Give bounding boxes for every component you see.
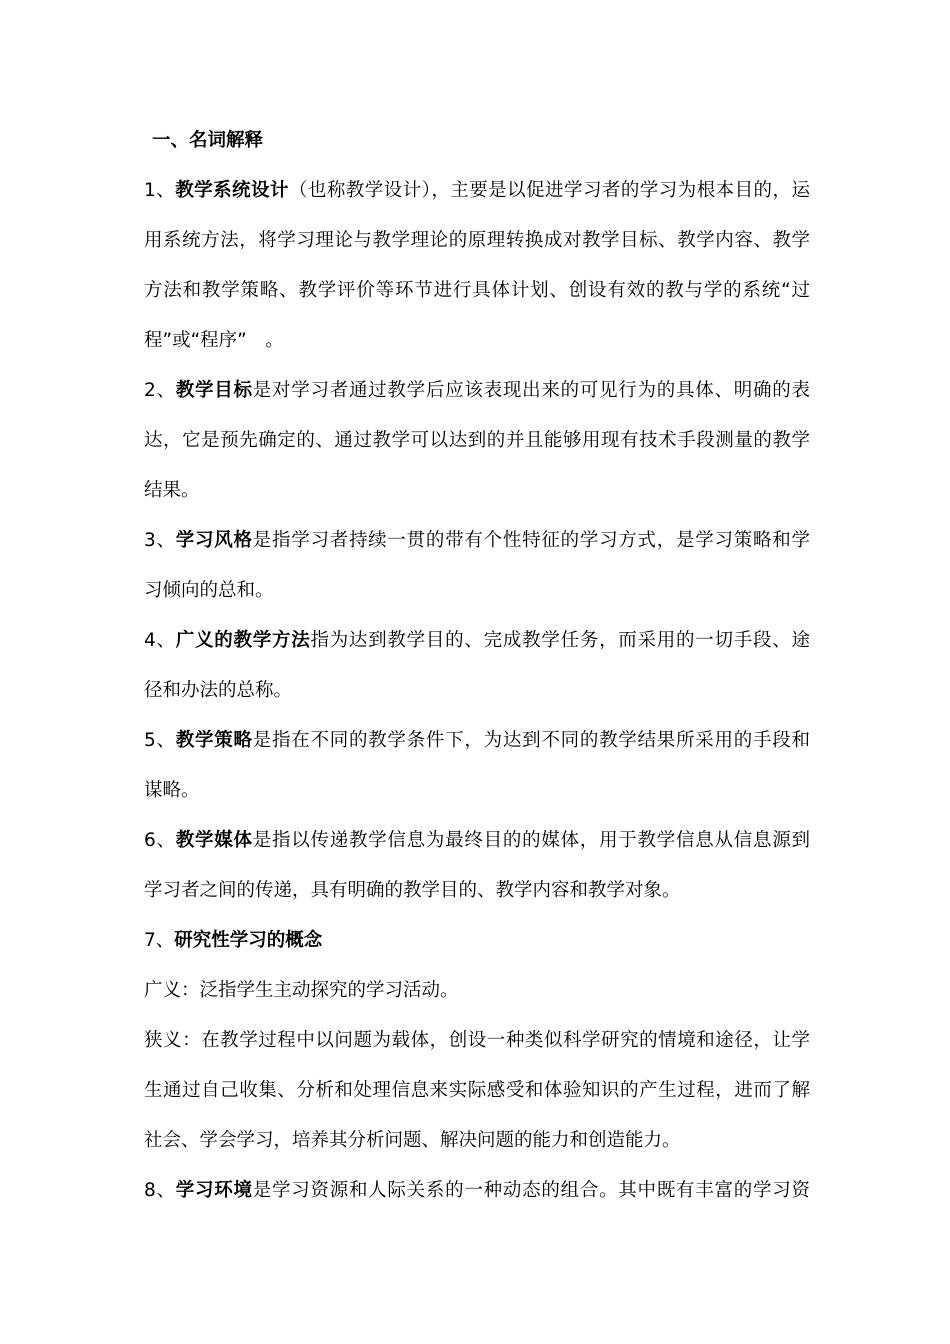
entry-term: 学习风格 [175, 530, 253, 551]
entry-term: 教学系统设计 [175, 180, 289, 201]
entry-4-line-2: 径和办法的总称。 [144, 680, 293, 701]
entry-number: 1、 [144, 180, 176, 201]
entry-term: 教学策略 [175, 730, 253, 751]
entry-term: 教学目标 [175, 380, 253, 401]
entry-6-line-2: 学习者之间的传递，具有明确的教学目的、教学内容和教学对象。 [144, 880, 681, 901]
entry-1-line-4: 程”或“程序” 。 [144, 330, 284, 351]
entry-text: 是学习资源和人际关系的一种动态的组合。其中既有丰富的学习资 [252, 1180, 810, 1201]
entry-number: 8、 [144, 1180, 176, 1201]
entry-text: 是指在不同的教学条件下，为达到不同的教学结果所采用的手段和 [252, 730, 810, 751]
entry-5-line-1 [144, 716, 810, 766]
entry-3-line-1 [144, 516, 810, 566]
entry-2-line-1 [144, 366, 810, 416]
entry-text: 是对学习者通过教学后应该表现出来的可见行为的具体、明确的表 [252, 380, 810, 401]
entry-number: 4、 [144, 630, 176, 651]
entry-7-line-4: 生通过自己收集、分析和处理信息来实际感受和体验知识的产生过程，进而了解 [144, 1080, 810, 1101]
entry-7-line-3: 狭义：在教学过程中以问题为载体，创设一种类似科学研究的情境和途径，让学 [144, 1030, 810, 1051]
entry-term: 广义的教学方法 [175, 630, 311, 651]
entry-number: 2、 [144, 380, 176, 401]
entry-5-line-2: 谋略。 [144, 780, 200, 801]
section-heading: 一、名词解释 [152, 130, 264, 151]
entry-term: 教学媒体 [175, 830, 253, 851]
entry-2-line-2: 达，它是预先确定的、通过教学可以达到的并且能够用现有技术手段测量的教学 [144, 430, 810, 451]
entry-7-line-5: 社会、学会学习，培养其分析问题、解决问题的能力和创造能力。 [144, 1130, 681, 1151]
entry-number: 6、 [144, 830, 176, 851]
entry-8-line-1 [144, 1166, 810, 1216]
entry-term: 学习环境 [175, 1180, 253, 1201]
entry-4-line-1 [144, 616, 810, 666]
entry-1-line-2: 用系统方法，将学习理论与教学理论的原理转换成对教学目标、教学内容、教学 [144, 230, 810, 251]
entry-1-line-3: 方法和教学策略、教学评价等环节进行具体计划、创设有效的教与学的系统“过 [144, 280, 810, 301]
entry-text: （也称教学设计），主要是以促进学习者的学习为根本目的，运 [288, 180, 810, 201]
entry-number: 3、 [144, 530, 176, 551]
entry-7-line-1 [144, 916, 810, 966]
entry-text: 是指以传递教学信息为最终目的的媒体，用于教学信息从信息源到 [252, 830, 810, 851]
entry-term: 研究性学习的概念 [174, 930, 323, 951]
entry-2-line-3: 结果。 [144, 480, 200, 501]
document-body [144, 116, 810, 1216]
entry-6-line-1 [144, 816, 810, 866]
entry-1-line-1 [144, 166, 810, 216]
entry-3-line-2: 习倾向的总和。 [144, 580, 274, 601]
entry-number: 5、 [144, 730, 176, 751]
entry-7-line-2: 广义：泛指学生主动探究的学习活动。 [144, 980, 459, 1001]
entry-text: 是指学习者持续一贯的带有个性特征的学习方式，是学习策略和学 [252, 530, 810, 551]
entry-number: 7、 [144, 930, 175, 951]
entry-text: 指为达到教学目的、完成教学任务，而采用的一切手段、途 [310, 630, 810, 651]
